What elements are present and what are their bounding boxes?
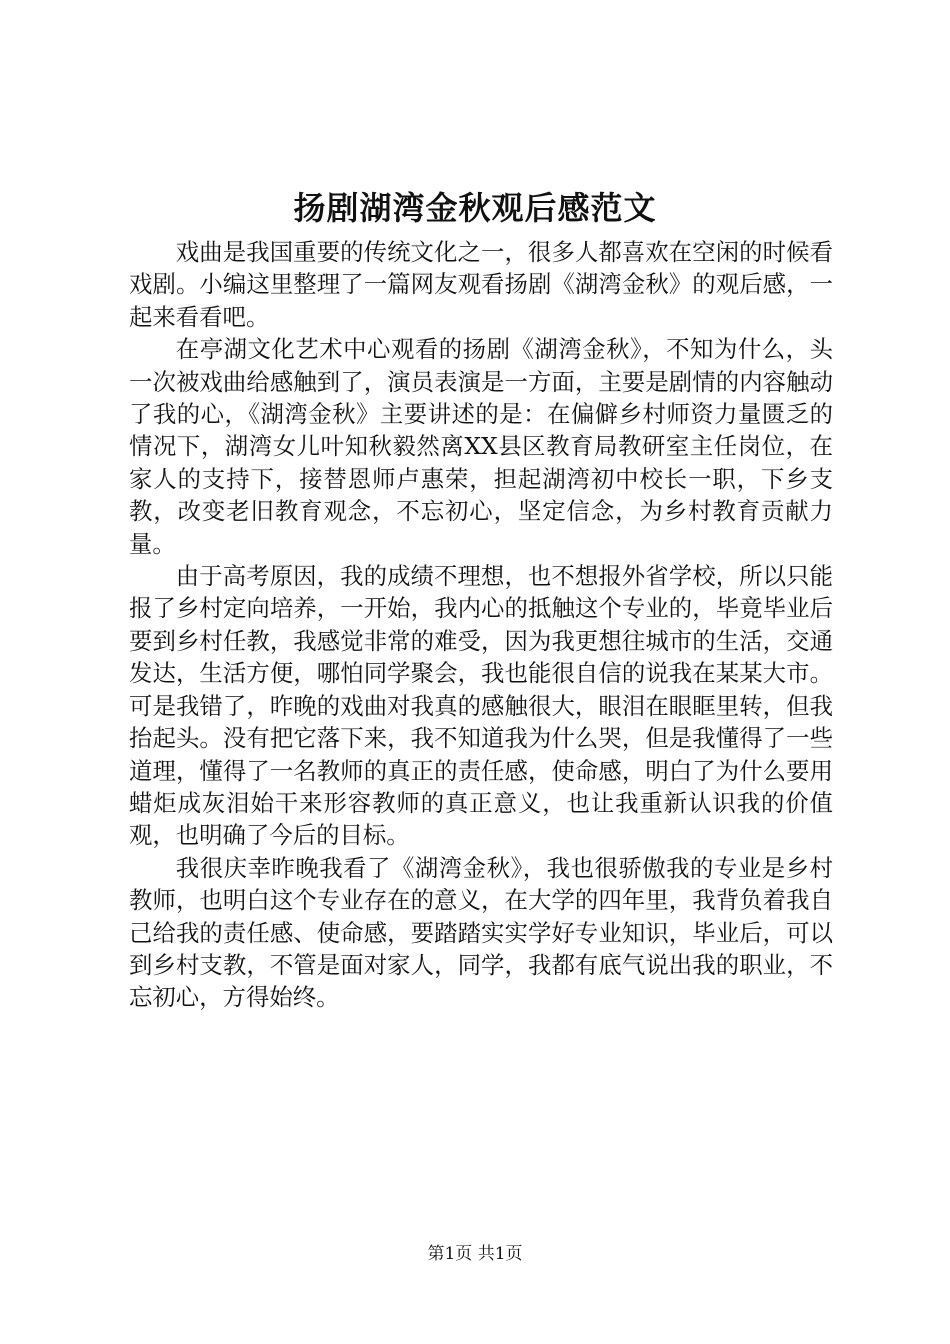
document-body	[129, 236, 833, 1014]
paragraph-1: 戏曲是我国重要的传统文化之一，很多人都喜欢在空闲的时候看戏剧。小编这里整理了一篇网友观看扬剧《湖湾金秋》的观后感，一起来看看吧。	[129, 238, 833, 331]
document-title: 扬剧湖湾金秋观后感范文	[293, 189, 657, 227]
paragraph-4: 我很庆幸昨晚我看了《湖湾金秋》，我也很骄傲我的专业是乡村教师，也明白这个专业存在的意义，在大学的四年里，我背负着我自己给我的责任感、使命感，要踏踏实实学好专业知识，毕业后，可以到乡村支教，不管是面对家人，同学，我都有底气说出我的职业，不忘初心，方得始终。	[129, 853, 833, 1012]
paragraph-3: 由于高考原因，我的成绩不理想，也不想报外省学校，所以只能报了乡村定向培养，一开始，我内心的抵触这个专业的，毕竟毕业后要到乡村任教，我感觉非常的难受，因为我更想往城市的生活，交通发达，生活方便，哪怕同学聚会，我也能很自信的说我在某某大市。可是我错了，昨晚的戏曲对我真的感触很大，眼泪在眼眶里转，但我抬起头。没有把它落下来，我不知道我为什么哭，但是我懂得了一些道理，懂得了一名教师的真正的责任感，使命感，明白了为什么要用蜡炬成灰泪始干来形容教师的真正意义，也让我重新认识我的价值观，也明确了今后的目标。	[129, 562, 833, 850]
page-number-footer: 第1页 共1页	[427, 1244, 523, 1264]
paragraph-2: 在亭湖文化艺术中心观看的扬剧《湖湾金秋》，不知为什么，头一次被戏曲给感触到了，演员表演是一方面，主要是剧情的内容触动了我的心，《湖湾金秋》主要讲述的是：在偏僻乡村师资力量匮乏的情况下，湖湾女儿叶知秋毅然离XX县区教育局教研室主任岗位，在家人的支持下，接替恩师卢惠荣，担起湖湾初中校长一职，下乡支教，改变老旧教育观念，不忘初心，坚定信念，为乡村教育贡献力量。	[129, 335, 833, 558]
